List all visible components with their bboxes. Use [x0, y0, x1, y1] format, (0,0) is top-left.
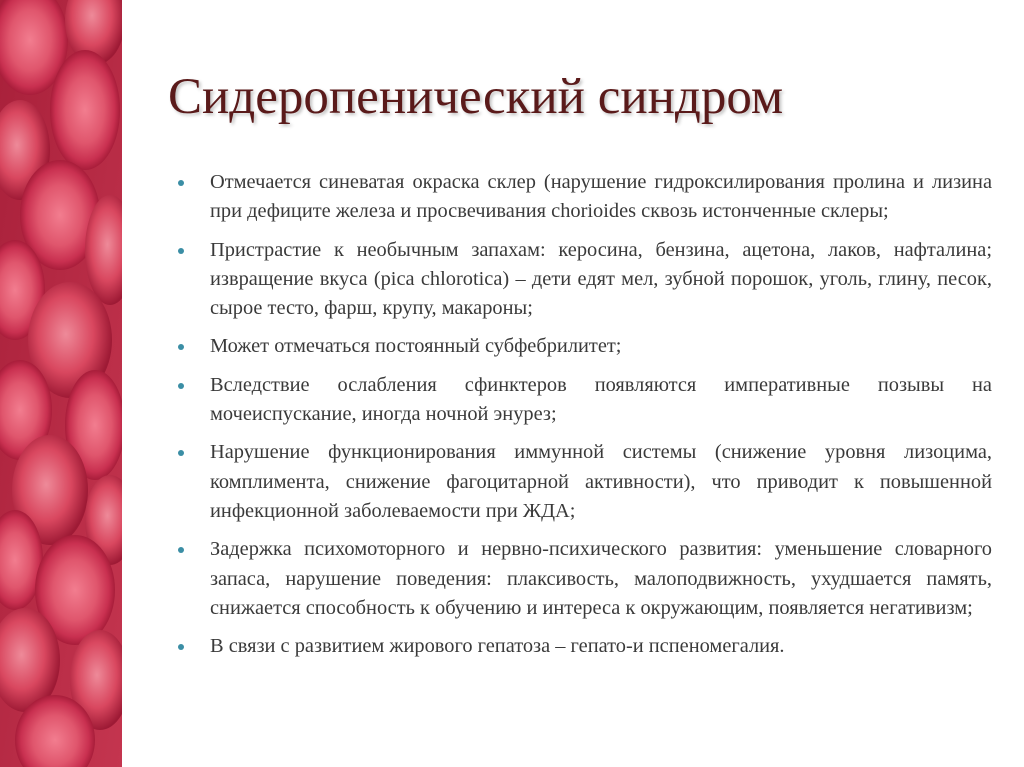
bullet-dot-icon [178, 547, 184, 553]
bullet-dot-icon [178, 344, 184, 350]
list-item [178, 632, 992, 661]
list-item [178, 438, 992, 526]
bullet-text: Нарушение функционирования иммунной системы (снижение уровня лизоцима, комплимента, снижение фагоцитарной активности), что приводит к повышенной инфекционной заболеваемости при ЖДА; [210, 441, 992, 522]
bullet-dot-icon [178, 180, 184, 186]
red-blood-cells-image [0, 0, 122, 767]
bullet-dot-icon [178, 644, 184, 650]
slide-title: Сидеропенический синдром [168, 69, 784, 125]
bullet-text: В связи с развитием жирового гепатоза – гепато-и пспеномегалия. [210, 635, 785, 658]
bullet-text: Может отмечаться постоянный субфебрилитет; [210, 335, 622, 358]
bullet-text: Вследствие ослабления сфинктеров появляются императивные позывы на мочеиспускание, иногда ночной энурез; [210, 373, 992, 426]
bullet-list [178, 168, 992, 670]
bullet-dot-icon [178, 248, 184, 254]
list-item [178, 371, 992, 430]
bullet-text: Отмечается синеватая окраска склер (нарушение гидроксилирования пролина и лизина при дефиците железа и просвечивания chorioides сквозь истонченные склеры; [210, 171, 992, 223]
bullet-dot-icon [178, 450, 184, 456]
bullet-text: Пристрастие к необычным запахам: керосина, бензина, ацетона, лаков, нафталина; извращение вкуса (pica chlorotica) – дети едят мел, зубной порошок, уголь, глину, песок, сырое тесто, фарш, крупу, макароны; [210, 238, 992, 320]
list-item [178, 236, 992, 324]
list-item [178, 535, 992, 623]
bullet-dot-icon [178, 383, 184, 389]
list-item [178, 168, 992, 227]
red-blood-cells-illustration [0, 0, 122, 767]
bullet-text: Задержка психомоторного и нервно-психического развития: уменьшение словарного запаса, нарушение поведения: плаксивость, малоподвижность, ухудшается память, снижается способность к обучению и интереса к окружающим, появляется негативизм; [210, 538, 992, 619]
list-item [178, 332, 992, 361]
